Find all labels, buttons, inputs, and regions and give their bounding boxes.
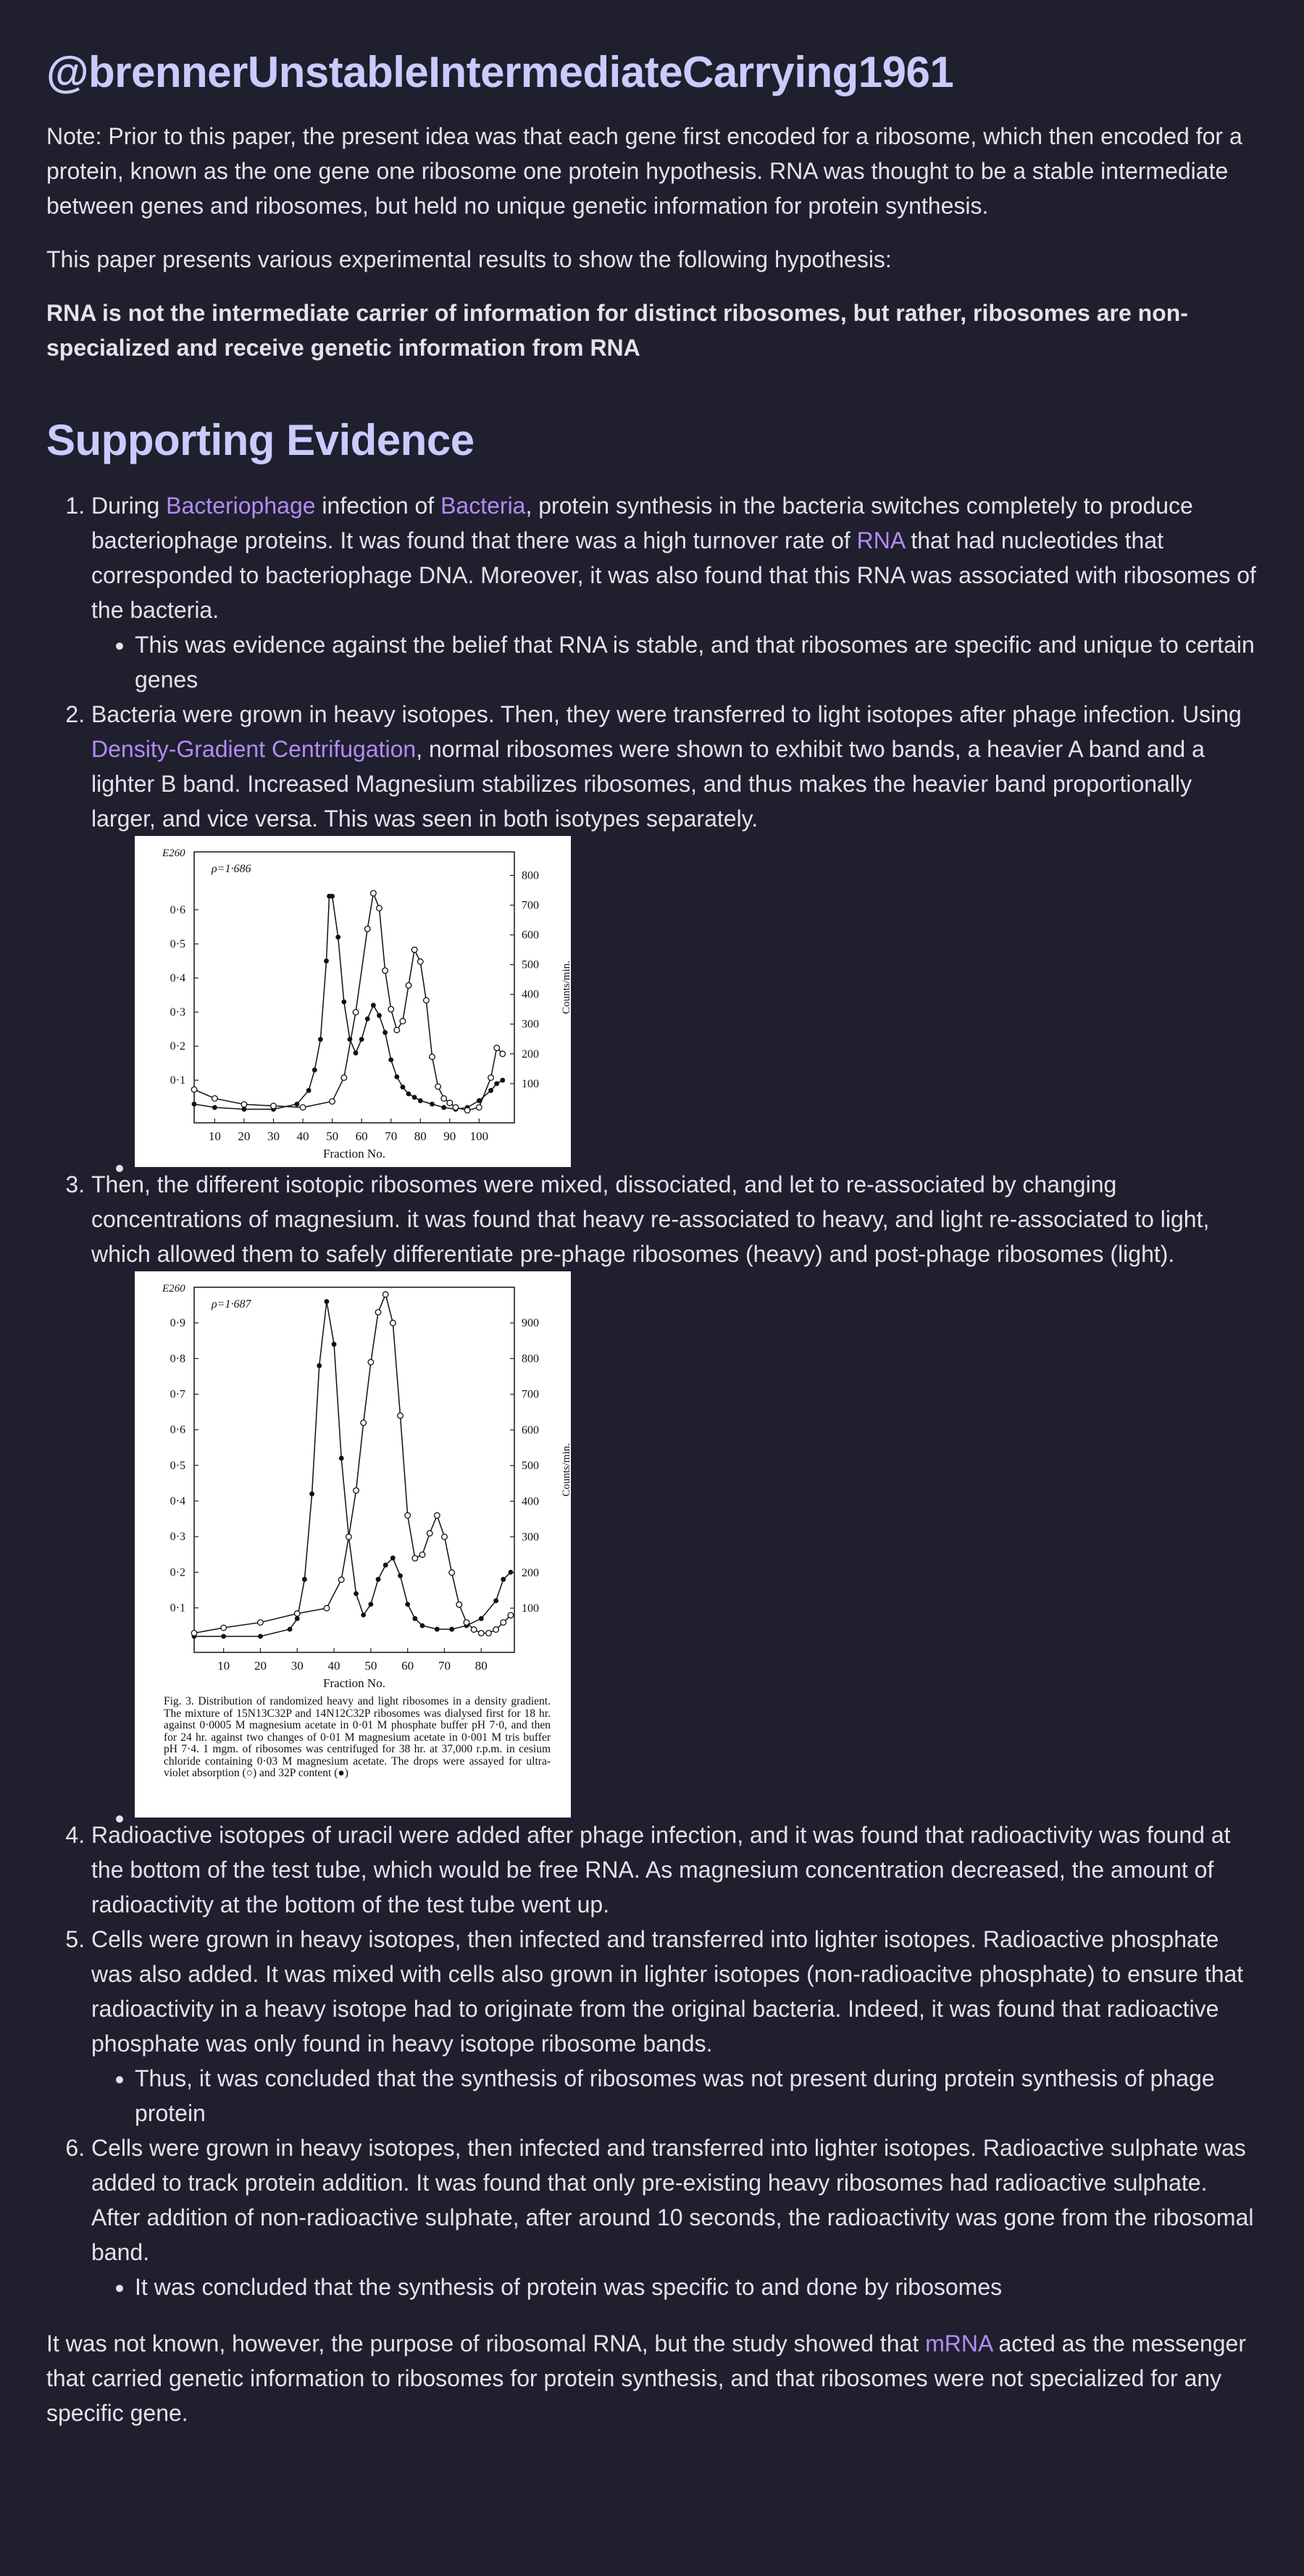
link-bacteriophage[interactable]: Bacteriophage xyxy=(166,493,316,519)
y-tick-label-left: 0·9 xyxy=(170,1317,185,1330)
data-point-open xyxy=(330,1099,335,1105)
x-axis-label: Fraction No. xyxy=(323,1676,385,1690)
conclusion-text-a: It was not known, however, the purpose of ribosomal RNA, but the study showed that xyxy=(46,2330,926,2357)
data-point-filled xyxy=(500,1078,505,1083)
evidence-item-1 xyxy=(91,488,1258,697)
figure-2 xyxy=(135,1271,571,1818)
figure-1 xyxy=(135,836,571,1167)
data-point-filled xyxy=(309,1492,314,1497)
data-point-open xyxy=(212,1096,218,1102)
data-point-open xyxy=(435,1513,440,1518)
evidence-6-sublist xyxy=(91,2270,1258,2304)
data-point-open xyxy=(417,959,423,965)
figure-1-wrapper xyxy=(135,836,571,1167)
data-point-open xyxy=(394,1027,400,1033)
evidence-5-text: Cells were grown in heavy isotopes, then infected and transferred into lighter isotopes. Radioactive phosphate was also added. It was mixed with cells also grown in lighter isotopes (non-radioacitve phosphate) to ensure that radioactivity in a heavy isotope had to originate from the original bacteria. Indeed, it was found that radioactive phosphate was only found in heavy isotope ribosome bands. xyxy=(91,1926,1244,2057)
data-point-open xyxy=(441,1096,447,1102)
series-line-p32 xyxy=(194,896,503,1109)
data-point-filled xyxy=(383,1563,388,1568)
y-tick-label-left: 0·6 xyxy=(170,1423,185,1437)
evidence-1-text-c: , protein synthesis in the bacteria switches completely to produce bacteriophage proteins. It was found that there was a high turnover rate of xyxy=(91,493,1193,553)
page-title: @brennerUnstableIntermediateCarrying1961 xyxy=(46,48,954,96)
y-tick-label-left: 0·6 xyxy=(170,903,185,916)
data-point-filled xyxy=(221,1634,226,1639)
data-point-open xyxy=(419,1552,425,1557)
data-point-open xyxy=(368,1360,374,1366)
x-tick-label: 60 xyxy=(355,1129,368,1143)
data-point-open xyxy=(477,1105,482,1111)
plot-frame xyxy=(194,1287,514,1652)
y-tick-label-right: 400 xyxy=(522,988,539,1001)
x-tick-label: 10 xyxy=(217,1659,230,1673)
data-point-open xyxy=(447,1100,453,1106)
density-annotation: ρ=1·686 xyxy=(212,863,251,875)
data-point-open xyxy=(354,1488,359,1494)
link-mrna[interactable]: mRNA xyxy=(925,2330,992,2357)
y-tick-label-left: 0·3 xyxy=(170,1006,185,1019)
data-point-filled xyxy=(361,1613,366,1618)
data-point-open xyxy=(221,1625,227,1631)
data-point-open xyxy=(341,1075,347,1081)
data-point-filled xyxy=(479,1616,484,1621)
x-tick-label: 90 xyxy=(443,1129,456,1143)
data-point-open xyxy=(411,947,417,953)
y-tick-label-right: 200 xyxy=(522,1566,539,1579)
x-tick-label: 70 xyxy=(385,1129,398,1143)
data-point-filled xyxy=(418,1098,423,1103)
data-point-filled xyxy=(335,934,340,940)
y-tick-label-left: 0·4 xyxy=(170,1495,185,1508)
y-tick-label-left: 0·3 xyxy=(170,1531,185,1544)
data-point-filled xyxy=(288,1627,293,1632)
intro-note: Note: Prior to this paper, the present idea was that each gene first encoded for a ribosome, which then encoded for a protein, known as the one gene one ribosome one protein hypothesis. RNA was thought to be a stable intermediate between genes and ribosomes, but held no unique genetic information for protein synthesis. xyxy=(46,123,1242,219)
data-point-open xyxy=(412,1555,418,1561)
evidence-4-text: Radioactive isotopes of uracil were added after phage infection, and it was found that radioactivity was found at the bottom of the test tube, which would be free RNA. As magnesium concentration decreased, the amount of radioactivity at the bottom of the test tube went up. xyxy=(91,1822,1231,1918)
evidence-item-4 xyxy=(91,1818,1258,1922)
x-tick-label: 40 xyxy=(327,1659,340,1673)
evidence-1-subpoint: • This was evidence against the belief that RNA is stable, and that ribosomes are specific and unique to certain genes xyxy=(135,627,1258,697)
x-tick-label: 50 xyxy=(326,1129,339,1143)
data-point-open xyxy=(478,1631,484,1636)
figure-2-chart xyxy=(135,1271,571,1696)
data-point-open xyxy=(300,1105,306,1111)
data-point-filled xyxy=(312,1068,317,1073)
x-tick-label: 60 xyxy=(401,1659,414,1673)
data-point-filled xyxy=(339,1456,344,1461)
data-point-open xyxy=(346,1534,352,1540)
data-point-open xyxy=(364,927,370,932)
data-point-open xyxy=(453,1105,459,1111)
data-point-filled xyxy=(317,1363,322,1368)
data-point-open xyxy=(361,1420,367,1426)
conclusion-paragraph xyxy=(46,2326,1258,2430)
y-axis-label-left: • E260 xyxy=(162,1283,185,1295)
evidence-3-sublist xyxy=(91,1271,1258,1818)
evidence-item-6 xyxy=(91,2130,1258,2304)
data-point-open xyxy=(464,1620,469,1626)
conclusion-text-b: acted as the messenger that carried genetic information to ribosomes for protein synthesis, and that ribosomes were not specialized for any specific gene. xyxy=(46,2330,1246,2426)
data-point-open xyxy=(424,998,430,1003)
evidence-5-sublist xyxy=(91,2061,1258,2130)
y-tick-label-left: 0·5 xyxy=(170,1459,185,1472)
y-axis-label-right: Counts/min. xyxy=(561,1443,572,1497)
data-point-open xyxy=(383,968,388,974)
data-point-open xyxy=(258,1620,264,1626)
data-point-filled xyxy=(501,1577,506,1582)
evidence-2-figure-item xyxy=(135,836,1258,1167)
y-tick-label-right: 800 xyxy=(522,1352,539,1366)
data-point-open xyxy=(405,1513,411,1518)
evidence-1-text-b: infection of xyxy=(315,493,441,519)
x-tick-label: 20 xyxy=(254,1659,267,1673)
evidence-6-subpoint: • It was concluded that the synthesis of protein was specific to and done by ribosomes xyxy=(135,2270,1258,2304)
y-tick-label-right: 200 xyxy=(522,1047,539,1061)
data-point-filled xyxy=(376,1577,381,1582)
y-tick-label-left: 0·5 xyxy=(170,938,185,951)
data-point-filled xyxy=(306,1088,312,1093)
data-point-filled xyxy=(435,1627,440,1632)
x-tick-label: 80 xyxy=(475,1659,488,1673)
data-point-filled xyxy=(302,1577,307,1582)
y-tick-label-right: 900 xyxy=(522,1317,539,1330)
evidence-2-sublist xyxy=(91,836,1258,1167)
x-tick-label: 10 xyxy=(208,1129,221,1143)
y-tick-label-right: 800 xyxy=(522,869,539,882)
data-point-filled xyxy=(398,1573,403,1578)
data-point-open xyxy=(449,1570,455,1576)
evidence-1-text-a: During xyxy=(91,493,167,519)
data-point-filled xyxy=(430,1102,435,1107)
data-point-filled xyxy=(406,1092,411,1097)
data-point-open xyxy=(241,1102,247,1108)
series-line-uv xyxy=(194,893,503,1111)
data-point-open xyxy=(377,906,383,911)
data-point-open xyxy=(371,890,377,896)
data-point-open xyxy=(375,1310,381,1316)
link-bacteria[interactable]: Bacteria xyxy=(440,493,526,519)
data-point-filled xyxy=(412,1095,417,1100)
data-point-open xyxy=(406,983,411,989)
data-point-open xyxy=(493,1627,499,1633)
y-tick-label-right: 400 xyxy=(522,1495,539,1508)
evidence-2-text-a: Bacteria were grown in heavy isotopes. Then, they were transferred to light isotopes after phage infection. Using xyxy=(91,701,1242,727)
y-tick-label-left: 0·1 xyxy=(170,1074,185,1087)
series-line-p32 xyxy=(194,1302,511,1636)
data-point-open xyxy=(191,1631,197,1636)
y-tick-label-right: 100 xyxy=(522,1602,539,1615)
y-tick-label-left: 0·2 xyxy=(170,1566,185,1579)
data-point-filled xyxy=(493,1598,498,1603)
data-point-open xyxy=(271,1103,277,1109)
data-point-filled xyxy=(354,1591,359,1596)
y-tick-label-right: 600 xyxy=(522,929,539,942)
data-point-open xyxy=(427,1531,432,1536)
x-tick-label: 40 xyxy=(296,1129,309,1143)
hypothesis-statement: RNA is not the intermediate carrier of information for distinct ribosomes, but rather, ribosomes are non-specialized and receive genetic information from RNA xyxy=(46,300,1188,361)
data-point-filled xyxy=(318,1037,323,1042)
data-point-filled xyxy=(509,1570,514,1575)
y-tick-label-left: 0·4 xyxy=(170,972,185,985)
plot-frame xyxy=(194,852,514,1123)
data-point-open xyxy=(338,1577,344,1583)
data-point-filled xyxy=(494,1081,499,1086)
evidence-item-5 xyxy=(91,1922,1258,2130)
data-point-open xyxy=(442,1534,448,1540)
evidence-item-3 xyxy=(91,1167,1258,1818)
data-point-filled xyxy=(368,1602,373,1607)
data-point-open xyxy=(390,1320,396,1326)
data-point-filled xyxy=(383,1030,388,1035)
y-tick-label-right: 100 xyxy=(522,1077,539,1090)
data-point-filled xyxy=(295,1102,300,1107)
y-tick-label-left: 0·1 xyxy=(170,1602,185,1615)
x-tick-label: 80 xyxy=(414,1129,427,1143)
y-axis-label-right: Counts/min. xyxy=(561,961,572,1014)
data-point-filled xyxy=(365,1016,370,1021)
data-point-filled xyxy=(390,1555,396,1560)
data-point-open xyxy=(500,1051,506,1057)
figure-2-caption: Fig. 3. Distribution of randomized heavy and light ribosomes in a density gradient. The mixture of 15N13C32P and 14N12C32P ribosomes was dialysed first for 18 hr. against 0·0005 M magnesium acetate in 0·01 M phosphate buffer pH 7·0, and then for 24 hr. against two changes of 0·01 M magnesium acetate in 0·001 M tris buffer pH 7·4. 1 mgm. of ribosomes was centrifuged for 38 hr. at 37,000 r.p.m. in cesium chloride containing 0·03 M magnesium acetate. The drops were assayed for ultra-violet absorption (○) and 32P content (●) xyxy=(164,1695,551,1779)
evidence-6-text: Cells were grown in heavy isotopes, then infected and transferred into lighter isotopes. Radioactive sulphate was added to track protein addition. It was found that only pre-existing heavy ribosomes had radioactive sulphate. After addition of non-radioactive sulphate, after around 10 seconds, the radioactivity was gone from the ribosomal band. xyxy=(91,2135,1254,2265)
evidence-2-text-b: , normal ribosomes were shown to exhibit two bands, a heavier A band and a lighter B band. Increased Magnesium stabilizes ribosomes, and thus makes the heavier band proportionally larger, and vice versa. This was seen in both isotypes separately. xyxy=(91,736,1205,832)
x-tick-label: 70 xyxy=(438,1659,451,1673)
data-point-filled xyxy=(405,1602,410,1607)
density-annotation: ρ=1·687 xyxy=(212,1298,251,1310)
link-density-gradient-centrifugation[interactable]: Density-Gradient Centrifugation xyxy=(91,736,417,762)
data-point-open xyxy=(191,1087,197,1092)
data-point-open xyxy=(464,1108,470,1113)
data-point-open xyxy=(324,1605,330,1611)
data-point-filled xyxy=(488,1088,493,1093)
data-point-open xyxy=(388,1006,394,1012)
data-point-filled xyxy=(295,1616,300,1621)
y-tick-label-right: 700 xyxy=(522,1388,539,1401)
data-point-open xyxy=(398,1413,404,1418)
evidence-5-subpoint: • Thus, it was concluded that the synthesis of ribosomes was not present during protein synthesis of phage protein xyxy=(135,2061,1258,2130)
data-point-filled xyxy=(377,1013,382,1018)
x-tick-label: 20 xyxy=(238,1129,251,1143)
figure-1-chart xyxy=(135,836,571,1167)
data-point-open xyxy=(501,1620,506,1626)
data-point-open xyxy=(294,1611,300,1617)
data-point-filled xyxy=(192,1102,197,1107)
data-point-open xyxy=(383,1292,388,1297)
evidence-1-text-d: that had nucleotides that corresponded to bacteriophage DNA. Moreover, it was also found that this RNA was associated with ribosomes of the bacteria. xyxy=(91,527,1256,623)
data-point-filled xyxy=(330,894,335,899)
data-point-open xyxy=(400,1019,406,1024)
figure-2-wrapper xyxy=(135,1271,571,1818)
data-point-filled xyxy=(394,1074,399,1079)
y-tick-label-left: 0·7 xyxy=(170,1388,185,1401)
data-point-open xyxy=(435,1084,441,1090)
y-tick-label-right: 500 xyxy=(522,958,539,971)
data-point-filled xyxy=(441,1105,446,1110)
data-point-open xyxy=(353,1009,359,1015)
data-point-filled xyxy=(324,958,329,963)
series-line-uv xyxy=(194,1295,511,1634)
x-tick-label: 100 xyxy=(469,1129,489,1143)
y-tick-label-right: 600 xyxy=(522,1423,539,1437)
data-point-filled xyxy=(359,1037,364,1042)
data-point-open xyxy=(494,1045,500,1051)
evidence-1-sublist xyxy=(91,627,1258,697)
evidence-3-text: Then, the different isotopic ribosomes were mixed, dissociated, and let to re-associated by changing concentrations of magnesium. it was found that heavy re-associated to heavy, and light re-associated to light, which allowed them to safely differentiate pre-phage ribosomes (heavy) and post-phage ribosomes (light). xyxy=(91,1171,1210,1267)
data-point-filled xyxy=(371,1003,376,1008)
data-point-open xyxy=(456,1602,462,1607)
x-tick-label: 30 xyxy=(267,1129,280,1143)
data-point-open xyxy=(486,1631,492,1636)
data-point-filled xyxy=(332,1342,337,1347)
link-rna[interactable]: RNA xyxy=(856,527,905,553)
y-tick-label-right: 300 xyxy=(522,1018,539,1031)
data-point-filled xyxy=(388,1058,393,1063)
data-point-filled xyxy=(401,1084,406,1090)
x-axis-label: Fraction No. xyxy=(323,1147,385,1161)
data-point-filled xyxy=(354,1050,359,1055)
data-point-filled xyxy=(412,1616,417,1621)
data-point-open xyxy=(471,1627,477,1633)
section-heading: Supporting Evidence xyxy=(46,416,475,464)
x-tick-label: 30 xyxy=(291,1659,304,1673)
evidence-3-figure-item xyxy=(135,1271,1258,1818)
data-point-filled xyxy=(212,1105,217,1110)
data-point-filled xyxy=(324,1299,329,1304)
x-tick-label: 50 xyxy=(364,1659,377,1673)
y-tick-label-left: 0·8 xyxy=(170,1352,185,1366)
y-tick-label-right: 500 xyxy=(522,1460,539,1473)
y-axis-label-left: • E260 xyxy=(162,848,185,859)
y-tick-label-left: 0·2 xyxy=(170,1040,185,1053)
data-point-open xyxy=(488,1075,494,1081)
y-tick-label-right: 700 xyxy=(522,899,539,912)
data-point-open xyxy=(430,1054,435,1060)
data-point-filled xyxy=(449,1627,454,1632)
data-point-filled xyxy=(420,1623,425,1628)
data-point-filled xyxy=(341,1000,346,1005)
evidence-list xyxy=(46,488,1258,2304)
intro-lead: This paper presents various experimental results to show the following hypothesis: xyxy=(46,246,892,272)
y-tick-label-right: 300 xyxy=(522,1531,539,1544)
data-point-filled xyxy=(258,1634,263,1639)
evidence-item-2 xyxy=(91,697,1258,1167)
data-point-open xyxy=(508,1613,514,1618)
